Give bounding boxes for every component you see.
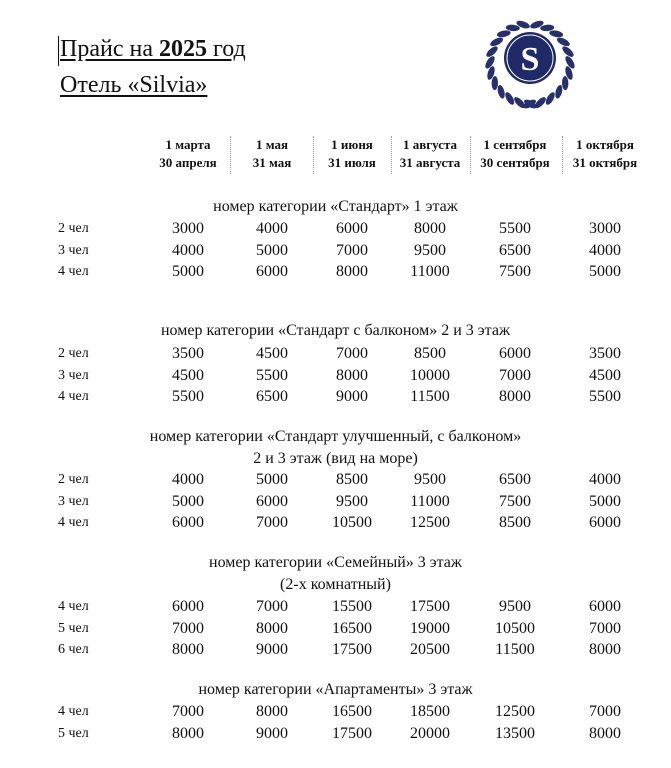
price-cell: 5000 [256, 242, 288, 259]
guests-label: 4 чел [58, 704, 89, 719]
price-cell: 6500 [256, 388, 288, 405]
price-cell: 6000 [336, 220, 368, 237]
price-cell: 5500 [589, 388, 621, 405]
price-cell: 10500 [495, 620, 535, 637]
price-cell: 5000 [172, 493, 204, 510]
price-cell: 17500 [410, 598, 450, 615]
price-cell: 6000 [589, 514, 621, 531]
price-cell: 15500 [332, 598, 372, 615]
price-cell: 8000 [256, 620, 288, 637]
price-cell: 4500 [256, 345, 288, 362]
price-row [0, 261, 671, 283]
hotel-name: Отель «Silvia» [60, 72, 208, 98]
column-divider [391, 136, 392, 174]
price-cell: 8000 [256, 703, 288, 720]
price-cell: 6000 [256, 263, 288, 280]
price-cell: 7000 [256, 514, 288, 531]
price-cell: 8000 [172, 725, 204, 742]
price-row [0, 365, 671, 387]
price-cell: 3000 [172, 220, 204, 237]
period-end: 30 сентября [480, 155, 550, 170]
price-cell: 18500 [410, 703, 450, 720]
price-cell: 17500 [332, 641, 372, 658]
column-divider [313, 136, 314, 174]
price-row [0, 469, 671, 491]
laurel-leaf [496, 29, 511, 38]
price-row [0, 596, 671, 618]
price-cell: 7000 [499, 367, 531, 384]
hotel-logo [478, 6, 582, 110]
price-cell: 8000 [589, 725, 621, 742]
period-column [555, 136, 655, 172]
price-cell: 8000 [499, 388, 531, 405]
price-list-title: Прайс на 2025 год [60, 36, 246, 62]
price-cell: 5500 [256, 367, 288, 384]
price-cell: 8000 [336, 263, 368, 280]
price-cell: 8500 [414, 345, 446, 362]
laurel-leaf [496, 84, 506, 99]
price-cell: 7000 [589, 703, 621, 720]
price-cell: 6000 [256, 493, 288, 510]
price-cell: 6000 [172, 598, 204, 615]
price-cell: 17500 [332, 725, 372, 742]
laurel-leaf [554, 84, 564, 99]
price-row [0, 491, 671, 513]
price-cell: 12500 [495, 703, 535, 720]
period-end: 31 октября [572, 155, 638, 170]
price-cell: 16500 [332, 620, 372, 637]
period-start: 1 июня [331, 137, 373, 152]
price-cell: 3500 [589, 345, 621, 362]
price-cell: 20500 [410, 641, 450, 658]
price-cell: 20000 [410, 725, 450, 742]
laurel-leaf [562, 76, 569, 90]
guests-label: 3 чел [58, 494, 89, 509]
price-row [0, 512, 671, 534]
period-start: 1 августа [402, 137, 458, 152]
price-cell: 7000 [589, 620, 621, 637]
laurel-leaf [489, 36, 504, 48]
laurel-leaf [564, 55, 577, 70]
laurel-leaf [506, 24, 520, 31]
laurel-leaf [540, 24, 554, 31]
text-cursor [58, 36, 59, 66]
price-row [0, 639, 671, 661]
category-title: номер категории «Стандарт» 1 этаж [213, 198, 458, 215]
price-cell: 7500 [499, 263, 531, 280]
price-cell: 7000 [336, 242, 368, 259]
price-row [0, 343, 671, 365]
price-cell: 3500 [172, 345, 204, 362]
price-cell: 8000 [589, 641, 621, 658]
period-end: 30 апреля [159, 155, 217, 170]
price-cell: 4000 [172, 471, 204, 488]
guests-label: 2 чел [58, 346, 89, 361]
laurel-leaf [549, 29, 564, 38]
price-cell: 7000 [172, 620, 204, 637]
column-divider [470, 136, 471, 174]
price-cell: 9000 [256, 725, 288, 742]
column-divider [230, 136, 231, 174]
period-start: 1 мая [255, 137, 289, 152]
price-cell: 9500 [336, 493, 368, 510]
price-cell: 19000 [410, 620, 450, 637]
category-title: номер категории «Стандарт с балконом» 2 и 3 этаж [160, 322, 510, 339]
price-cell: 16500 [332, 703, 372, 720]
price-cell: 5000 [589, 493, 621, 510]
period-column [465, 136, 565, 172]
price-cell: 9500 [414, 242, 446, 259]
laurel-leaf [484, 55, 497, 70]
column-divider [562, 136, 563, 174]
price-row [0, 723, 671, 745]
price-cell: 4000 [589, 242, 621, 259]
category-title: 2 и 3 этаж (вид на море) [253, 450, 418, 467]
laurel-leaf [503, 91, 515, 106]
period-end: 31 августа [399, 155, 461, 170]
guests-label: 3 чел [58, 368, 89, 383]
price-cell: 8500 [499, 514, 531, 531]
price-cell: 7000 [172, 703, 204, 720]
price-cell: 9000 [256, 641, 288, 658]
price-cell: 6500 [499, 242, 531, 259]
price-cell: 9500 [499, 598, 531, 615]
price-cell: 5500 [172, 388, 204, 405]
price-row [0, 701, 671, 723]
category-title: номер категории «Стандарт улучшенный, с балконом» [149, 428, 522, 445]
price-cell: 6000 [499, 345, 531, 362]
price-cell: 4000 [256, 220, 288, 237]
price-row [0, 218, 671, 240]
price-cell: 4000 [589, 471, 621, 488]
price-cell: 8500 [336, 471, 368, 488]
price-cell: 4000 [172, 242, 204, 259]
price-cell: 9500 [414, 471, 446, 488]
price-cell: 4500 [172, 367, 204, 384]
price-cell: 5000 [172, 263, 204, 280]
price-cell: 11500 [410, 388, 450, 405]
price-cell: 7500 [499, 493, 531, 510]
price-cell: 11500 [495, 641, 535, 658]
price-cell: 12500 [410, 514, 450, 531]
guests-label: 5 чел [58, 621, 89, 636]
guests-label: 2 чел [58, 221, 89, 236]
period-start: 1 октября [576, 137, 634, 152]
guests-label: 5 чел [58, 726, 89, 741]
price-row [0, 240, 671, 262]
guests-label: 4 чел [58, 264, 89, 279]
price-cell: 6500 [499, 471, 531, 488]
price-cell: 13500 [495, 725, 535, 742]
category-title: (2-х комнатный) [280, 576, 391, 593]
price-row [0, 618, 671, 640]
logo-letter: S [520, 41, 540, 78]
period-start: 1 марта [165, 137, 211, 152]
guests-label: 4 чел [58, 389, 89, 404]
category-title: номер категории «Апартаменты» 3 этаж [198, 681, 473, 698]
price-cell: 5000 [256, 471, 288, 488]
price-cell: 4500 [589, 367, 621, 384]
price-cell: 8000 [336, 367, 368, 384]
category-title: номер категории «Семейный» 3 этаж [209, 554, 462, 571]
period-end: 31 мая [252, 155, 292, 170]
price-cell: 8000 [172, 641, 204, 658]
laurel-leaf [544, 91, 556, 106]
price-cell: 6000 [589, 598, 621, 615]
price-cell: 6000 [172, 514, 204, 531]
guests-label: 2 чел [58, 472, 89, 487]
guests-label: 4 чел [58, 515, 89, 530]
price-cell: 10000 [410, 367, 450, 384]
price-cell: 10500 [332, 514, 372, 531]
laurel-leaf [491, 76, 498, 90]
period-start: 1 сентября [483, 137, 547, 152]
price-cell: 9000 [336, 388, 368, 405]
price-cell: 3000 [589, 220, 621, 237]
period-end: 31 июля [328, 155, 376, 170]
price-row [0, 386, 671, 408]
guests-label: 4 чел [58, 599, 89, 614]
price-cell: 11000 [410, 493, 450, 510]
price-cell: 7000 [336, 345, 368, 362]
price-cell: 5000 [589, 263, 621, 280]
price-cell: 8000 [414, 220, 446, 237]
price-cell: 11000 [410, 263, 450, 280]
guests-label: 6 чел [58, 642, 89, 657]
price-cell: 5500 [499, 220, 531, 237]
price-cell: 7000 [256, 598, 288, 615]
guests-label: 3 чел [58, 243, 89, 258]
laurel-leaf [556, 36, 571, 48]
